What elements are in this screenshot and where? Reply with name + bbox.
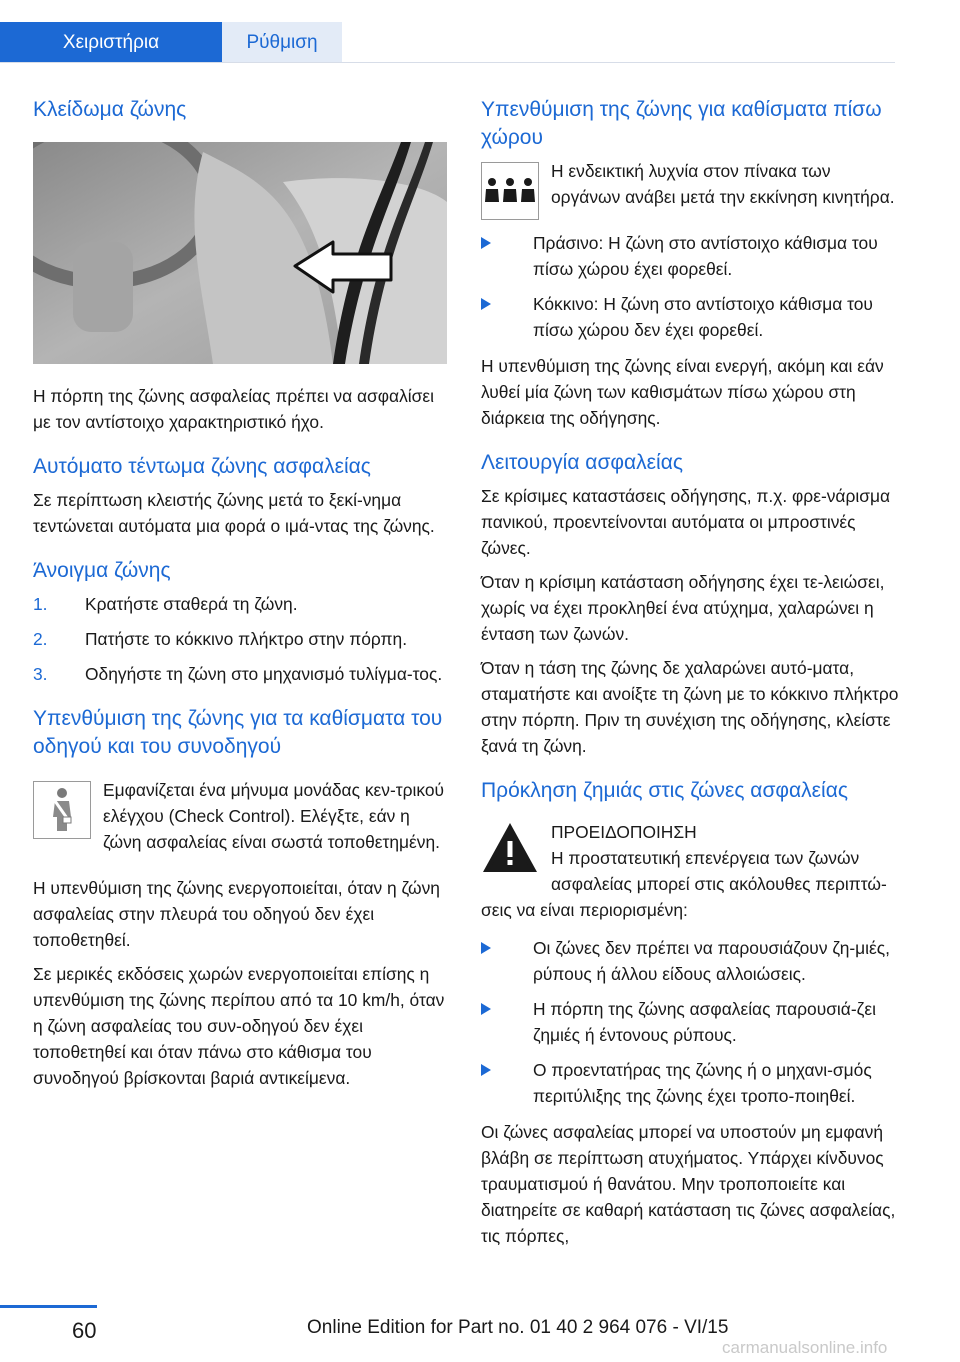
warning-title: ΠΡΟΕΙΔΟΠΟΙΗΣΗ	[551, 822, 697, 842]
list-item-text: Πράσινο: Η ζώνη στο αντίστοιχο κάθισμα του πίσω χώρου έχει φορεθεί.	[533, 233, 878, 279]
heading-auto-tension: Αυτόματο τέντωμα ζώνης ασφαλείας	[33, 455, 371, 478]
list-item-text: Η πόρπη της ζώνης ασφαλείας παρουσιά‐ζει ζημιές ή έντονους ρύπους.	[533, 999, 876, 1045]
rear-reminder-block	[481, 158, 899, 224]
bullet-triangle-icon	[481, 1003, 491, 1015]
list-item	[481, 996, 899, 1048]
steps-list	[33, 591, 451, 687]
list-item-text: Οι ζώνες δεν πρέπει να παρουσιάζουν ζη‐μιές, ρύπους ή άλλου είδους αλλοιώσεις.	[533, 938, 891, 984]
front-reminder-block	[33, 777, 451, 863]
step-text: Πατήστε το κόκκινο πλήκτρο στην πόρπη.	[85, 629, 408, 649]
heading-belt-lock: Κλείδωμα ζώνης	[33, 98, 187, 121]
step-number: 2.	[33, 629, 48, 649]
seatbelt-warning-icon	[33, 781, 91, 839]
heading-safety-function: Λειτουργία ασφαλείας	[481, 451, 683, 474]
bullet-triangle-icon	[481, 237, 491, 249]
step-text: Κρατήστε σταθερά τη ζώνη.	[85, 594, 298, 614]
rear-seats-icon	[481, 162, 539, 220]
list-item	[481, 230, 899, 282]
text-rear-indicator: Η ενδεικτική λυχνία στον πίνακα των οργάνων ανάβει μετά την εκκίνηση κινητήρα.	[551, 161, 895, 207]
text-safety-3: Όταν η τάση της ζώνης δε χαλαρώνει αυτό‐ματα, σταματήστε και ανοίξτε τη ζώνη με το κόκκινο πλήκτρο στην πόρπη. Πριν τη συνέχιση της οδήγησης, κλείστε ξανά τη ζώνη.	[481, 658, 899, 756]
text-auto-tension: Σε περίπτωση κλειστής ζώνης μετά το ξεκί‐νημα τεντώνεται αυτόματα μια φορά ο ιμά‐ντας της ζώνης.	[33, 490, 435, 536]
step-number: 3.	[33, 664, 48, 684]
list-item	[33, 626, 451, 652]
text-belt-lock: Η πόρπη της ζώνης ασφαλείας πρέπει να ασφαλίσει με τον αντίστοιχο χαρακτηριστικό ήχο.	[33, 386, 435, 432]
warning-block	[481, 819, 899, 931]
bullet-triangle-icon	[481, 298, 491, 310]
heading-open-belt: Άνοιγμα ζώνης	[33, 559, 171, 582]
list-item	[481, 935, 899, 987]
list-item	[481, 1057, 899, 1109]
text-safety-2: Όταν η κρίσιμη κατάσταση οδήγησης έχει τε‐λειώσει, χωρίς να έχει προκληθεί ένα ατύχημα, χαλαρώνει η ένταση των ζωνών.	[481, 572, 885, 644]
heading-front-reminder: Υπενθύμιση της ζώνης για τα καθίσματα του οδηγού και του συνοδηγού	[33, 707, 443, 758]
bullet-triangle-icon	[481, 942, 491, 954]
left-column	[33, 96, 451, 1099]
tab-settings[interactable]: Ρύθμιση	[222, 22, 342, 62]
heading-rear-reminder: Υπενθύμιση της ζώνης για καθίσματα πίσω χώρου	[481, 98, 882, 149]
footer-accent-line	[0, 1305, 97, 1308]
text-rear-reminder-active: Η υπενθύμιση της ζώνης είναι ενεργή, ακόμη και εάν λυθεί μία ζώνη των καθισμάτων πίσω χώρου στη διάρκεια της οδήγησης.	[481, 356, 884, 428]
step-number: 1.	[33, 594, 48, 614]
warning-text: Η προστατευτική επενέργεια των ζωνών ασφαλείας μπορεί στις ακόλουθες περιπτώ‐σεις να είναι περιορισμένη:	[481, 848, 887, 920]
list-item	[33, 661, 451, 687]
text-front-reminder-countries: Σε μερικές εκδόσεις χωρών ενεργοποιείται επίσης η υπενθύμιση της ζώνης περίπου από τα 10 km/h, όταν η ζώνη ασφαλείας του συν‐οδηγού δεν έχει τοποθετηθεί και όταν πάνω στο κάθισμα του συνοδηγού βρίσκονται βαριά αντικείμενα.	[33, 964, 445, 1088]
right-column	[481, 96, 899, 1257]
step-text: Οδηγήστε τη ζώνη στο μηχανισμό τυλίγμα‐τος.	[85, 664, 443, 684]
tab-controls[interactable]: Χειριστήρια	[0, 22, 222, 62]
text-safety-1: Σε κρίσιμες καταστάσεις οδήγησης, π.χ. φρε‐νάρισμα πανικού, προεντείνονται αυτόματα οι μπροστινές ζώνες.	[481, 486, 891, 558]
damage-list	[481, 935, 899, 1109]
text-front-reminder-message: Εμφανίζεται ένα μήνυμα μονάδας κεν‐τρικού ελέγχου (Check Control). Ελέγξτε, εάν η ζώνη ασφαλείας είναι σωστά τοποθετημένη.	[103, 780, 445, 852]
text-damage-end: Οι ζώνες ασφαλείας μπορεί να υποστούν μη εμφανή βλάβη σε περίπτωση ατυχήματος. Υπάρχει κίνδυνος τραυματισμού ή θανάτου. Μην τροποποιείτε και διατηρείτε σε καθαρή κατάσταση τις ζώνες ασφαλείας, τις πόρπες,	[481, 1122, 896, 1246]
text-front-reminder-activation: Η υπενθύμιση της ζώνης ενεργοποιείται, όταν η ζώνη ασφαλείας στην πλευρά του οδηγού δεν έχει τοποθετηθεί.	[33, 878, 440, 950]
header-tabbar	[0, 22, 895, 63]
edition-text: Online Edition for Part no. 01 40 2 964 076 - VI/15	[307, 1317, 729, 1338]
car-seat-belt-photo	[33, 142, 447, 364]
rear-status-list	[481, 230, 899, 343]
list-item	[33, 591, 451, 617]
bullet-triangle-icon	[481, 1064, 491, 1076]
heading-belt-damage: Πρόκληση ζημιάς στις ζώνες ασφαλείας	[481, 779, 848, 802]
list-item-text: Ο προεντατήρας της ζώνης ή ο μηχανι‐σμός περιτύλιξης της ζώνης έχει τροπο‐ποιηθεί.	[533, 1060, 872, 1106]
list-item	[481, 291, 899, 343]
list-item-text: Κόκκινο: Η ζώνη στο αντίστοιχο κάθισμα του πίσω χώρου δεν έχει φορεθεί.	[533, 294, 873, 340]
warning-triangle-icon	[481, 819, 539, 877]
page-number: 60	[72, 1318, 97, 1343]
watermark: carmanualsonline.info	[722, 1338, 888, 1357]
